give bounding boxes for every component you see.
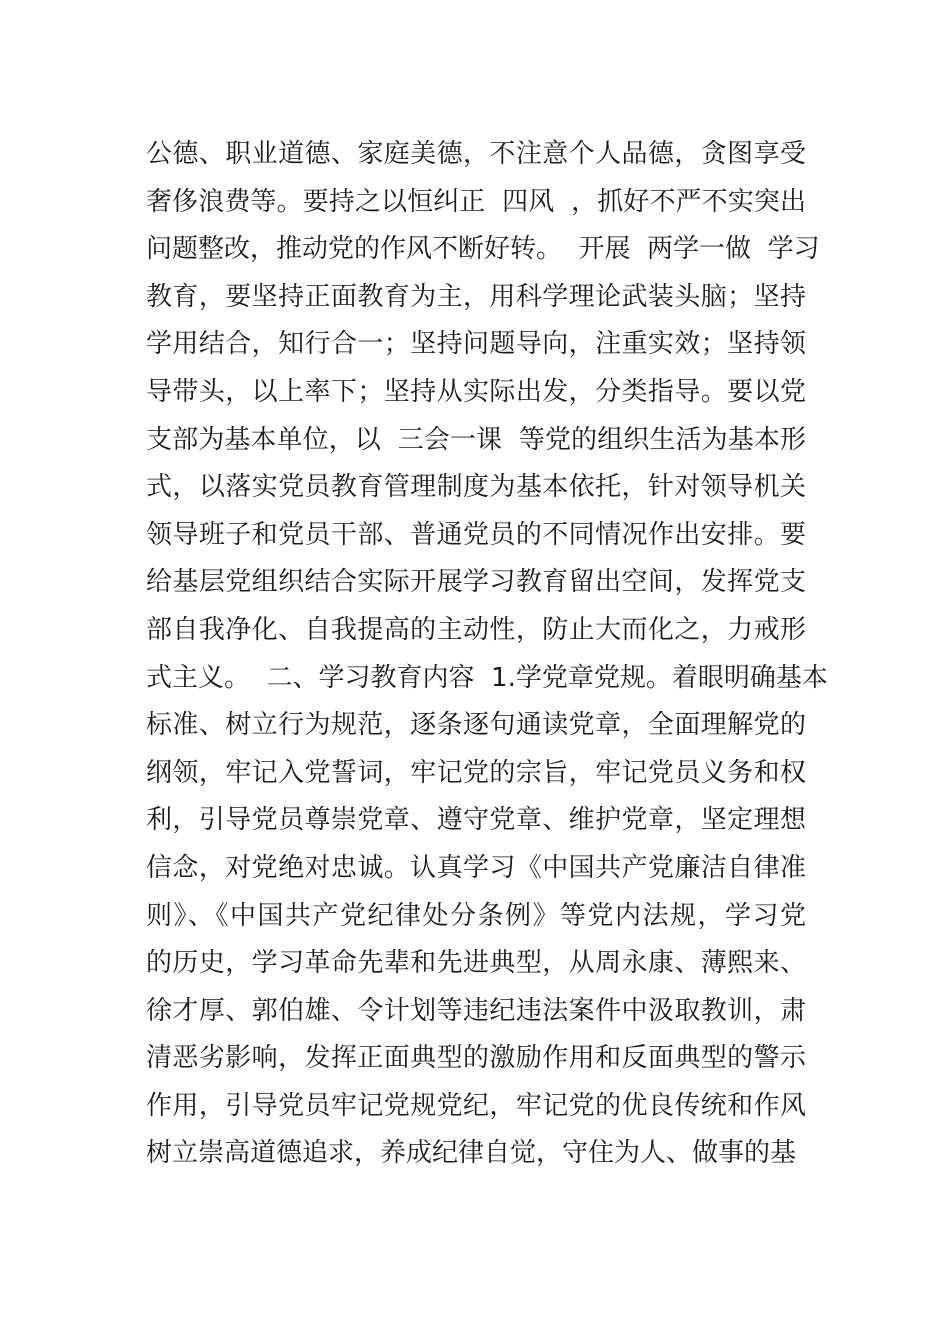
text-line: 利，引导党员尊崇党章、遵守党章、维护党章，坚定理想 [146,805,806,836]
text-line: 式主义。 二、学习教育内容 1.学党章党规。着眼明确基本 [146,662,828,693]
text-line: 标准、树立行为规范，逐条逐句通读党章，全面理解党的 [146,710,806,741]
text-line: 公德、职业道德、家庭美德，不注意个人品德，贪图享受 [146,139,806,169]
text-line: 给基层党组织结合实际开展学习教育留出空间，发挥党支 [146,567,806,598]
text-line: 问题整改，推动党的作风不断好转。 开展 两学一做 学习 [146,234,820,265]
text-line: 清恶劣影响，发挥正面典型的激励作用和反面典型的警示 [146,1043,806,1074]
text-line: 领导班子和党员干部、普通党员的不同情况作出安排。要 [146,519,806,550]
text-line: 导带头，以上率下；坚持从实际出发，分类指导。要以党 [146,376,806,407]
text-line: 徐才厚、郭伯雄、令计划等违纪违法案件中汲取教训，肃 [146,995,806,1026]
text-line: 式，以落实党员教育管理制度为基本依托，针对领导机关 [146,472,806,503]
text-line: 部自我净化、自我提高的主动性，防止大而化之，力戒形 [146,614,806,645]
text-line: 信念，对党绝对忠诚。认真学习《中国共产党廉洁自律准 [146,852,806,883]
text-line: 教育，要坚持正面教育为主，用科学理论武装头脑；坚持 [146,281,806,312]
text-line: 奢侈浪费等。要持之以恒纠正 四风 ，抓好不严不实突出 [146,186,806,217]
text-line: 支部为基本单位，以 三会一课 等党的组织生活为基本形 [146,424,806,455]
text-line: 学用结合，知行合一；坚持问题导向，注重实效；坚持领 [146,329,806,360]
body-text [146,131,826,1178]
text-line: 则》、《中国共产党纪律处分条例》等党内法规，学习党 [146,900,806,931]
text-line: 树立崇高道德追求，养成纪律自觉，守住为人、做事的基 [146,1138,797,1169]
text-line: 纲领，牢记入党誓词，牢记党的宗旨，牢记党员义务和权 [146,757,806,788]
text-line: 的历史，学习革命先辈和先进典型，从周永康、薄熙来、 [146,948,806,979]
text-line: 作用，引导党员牢记党规党纪，牢记党的优良传统和作风 [146,1090,806,1121]
